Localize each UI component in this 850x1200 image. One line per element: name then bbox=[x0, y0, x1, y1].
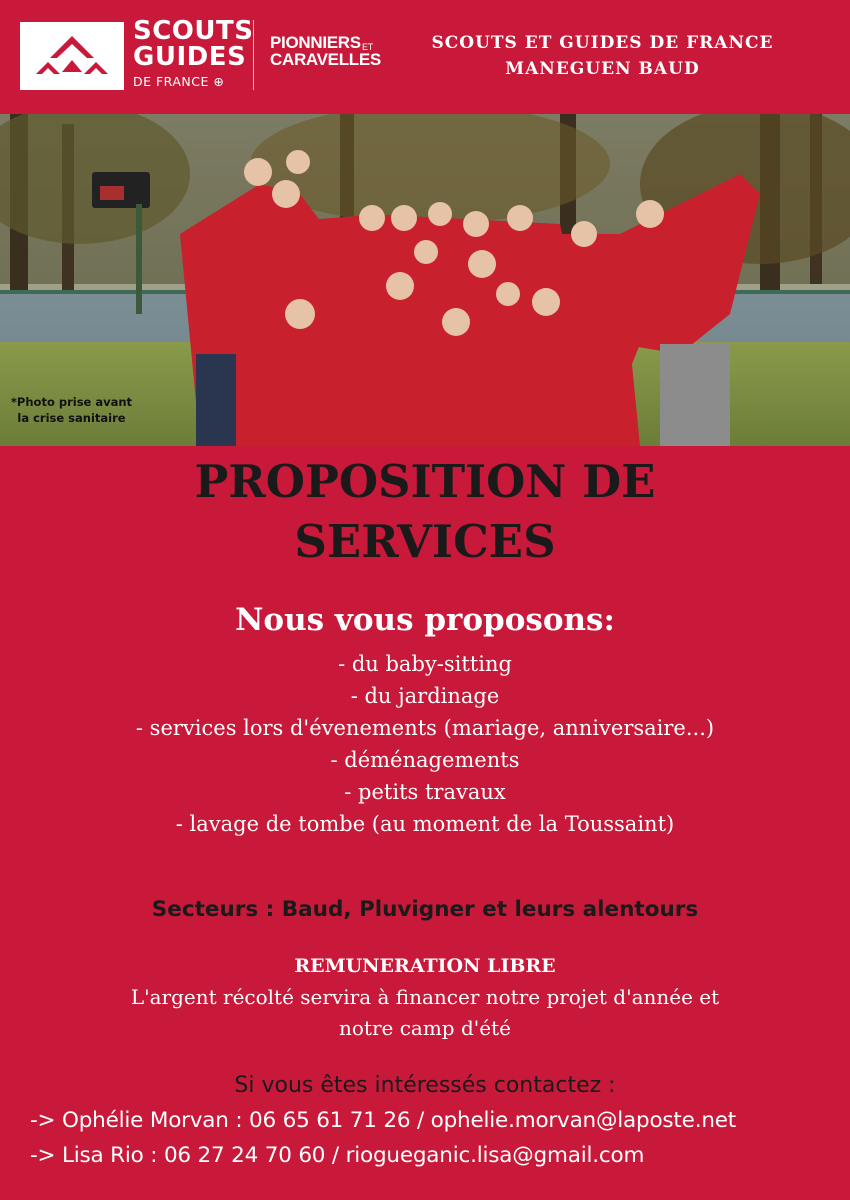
contact-lisa: -> Lisa Rio : 06 27 24 70 60 / riogueganic.lisa@gmail.com bbox=[30, 1143, 645, 1168]
remuneration-line-2: notre camp d'été bbox=[339, 1016, 511, 1040]
branch-line-1: PIONNIERS bbox=[270, 33, 361, 52]
org-name bbox=[410, 30, 795, 82]
service-item: - du baby-sitting bbox=[338, 652, 512, 676]
contact-intro: Si vous êtes intéressés contactez : bbox=[234, 1073, 616, 1098]
service-item: - déménagements bbox=[330, 748, 520, 772]
header-divider bbox=[253, 20, 254, 90]
remuneration-text bbox=[0, 982, 850, 1044]
service-item: - du jardinage bbox=[350, 684, 500, 708]
service-item: - petits travaux bbox=[344, 780, 506, 804]
page-title-line-1: PROPOSITION DE bbox=[194, 455, 656, 508]
photo-note bbox=[4, 394, 139, 426]
brand-line-1: SCOUTS bbox=[133, 16, 254, 46]
brand-line-2: GUIDES bbox=[133, 42, 247, 72]
org-name-line-2: MANEGUEN BAUD bbox=[505, 59, 700, 79]
scouts-logo bbox=[20, 22, 124, 90]
page-title-line-2: SERVICES bbox=[294, 515, 556, 568]
services-list bbox=[0, 648, 850, 840]
branch-et: ET bbox=[362, 42, 373, 52]
branch-name bbox=[270, 34, 381, 68]
brand-name bbox=[133, 18, 253, 89]
remuneration-line-1: L'argent récolté servira à financer notre projet d'année et bbox=[130, 985, 720, 1009]
header bbox=[0, 0, 850, 114]
photo-note-line-1: *Photo prise avant bbox=[10, 395, 133, 409]
service-item: - lavage de tombe (au moment de la Toussaint) bbox=[175, 812, 675, 836]
page-title bbox=[0, 452, 850, 572]
remuneration-title: REMUNERATION LIBRE bbox=[294, 955, 556, 977]
org-name-line-1: SCOUTS ET GUIDES DE FRANCE bbox=[431, 33, 774, 53]
branch-line-2: CARAVELLES bbox=[270, 50, 381, 69]
tent-logo-icon bbox=[34, 32, 110, 82]
photo-note-line-2: la crise sanitaire bbox=[17, 411, 126, 425]
service-item: - services lors d'évenements (mariage, anniversaire...) bbox=[135, 716, 715, 740]
brand-line-3: DE FRANCE ⊕ bbox=[133, 74, 225, 89]
contact-ophelie: -> Ophélie Morvan : 06 65 61 71 26 / ophelie.morvan@laposte.net bbox=[30, 1108, 737, 1133]
sectors-text: Secteurs : Baud, Pluvigner et leurs alentours bbox=[151, 897, 699, 922]
services-heading: Nous vous proposons: bbox=[235, 602, 615, 638]
